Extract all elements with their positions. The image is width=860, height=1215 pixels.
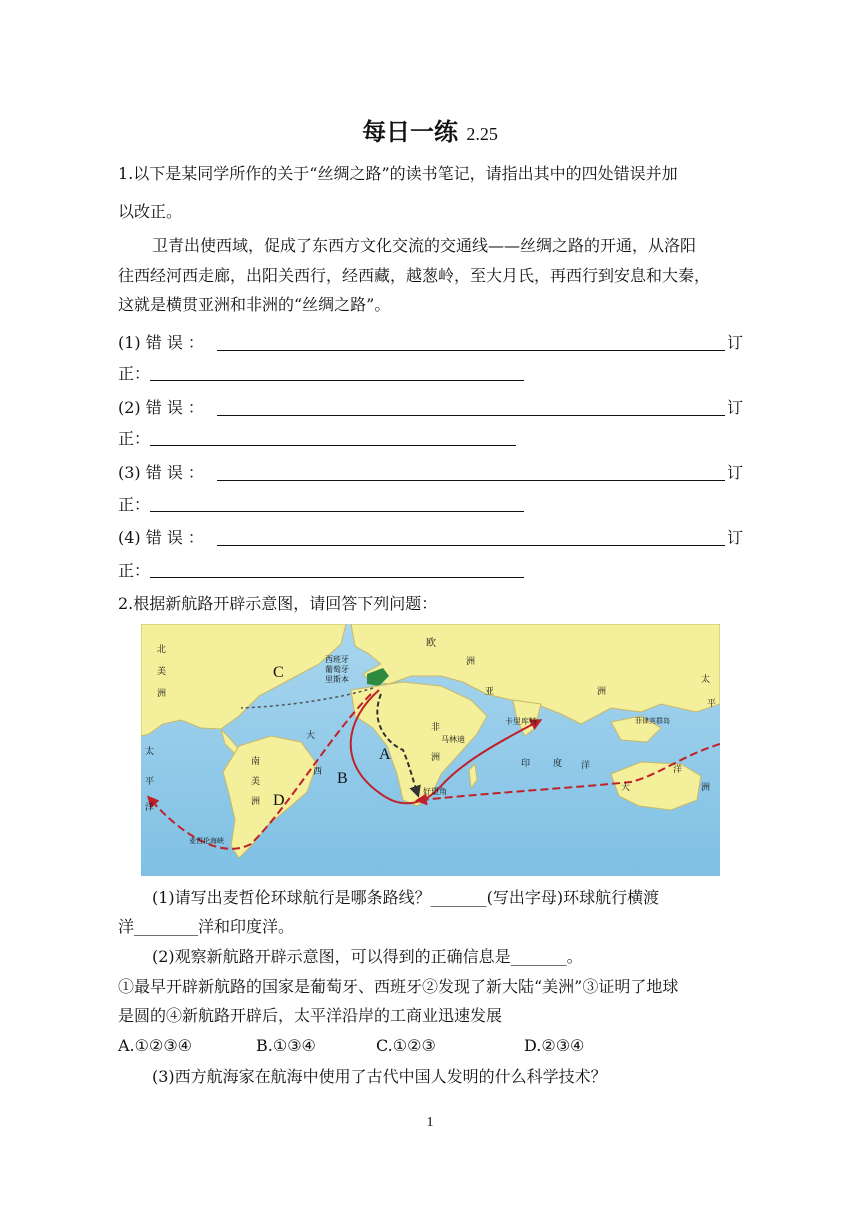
- label-north-america-1: 北: [157, 645, 167, 655]
- label-pacific-1: 太: [145, 747, 155, 757]
- q1-item1-fix-b: 正：: [118, 364, 151, 383]
- q2-sub1-line2: 洋________洋和印度洋。: [118, 917, 295, 936]
- page-title: [0, 112, 860, 147]
- label-indian-3: 洋: [581, 761, 591, 771]
- label-south-america-1: 南: [251, 757, 261, 767]
- q1-item3-error-blank[interactable]: [217, 480, 725, 481]
- label-north-america-3: 洲: [157, 689, 167, 699]
- q1-item2-fix-b: 正：: [118, 429, 151, 448]
- new-sea-routes-map: [141, 624, 720, 876]
- q1-note-line3: 这就是横贯亚洲和非洲的“丝绸之路”。: [118, 295, 391, 314]
- label-africa-2: 洲: [431, 753, 441, 763]
- label-pacific-3: 洋: [145, 803, 155, 813]
- label-indian-2: 度: [553, 759, 563, 769]
- label-pacific-east-1: 太: [701, 675, 711, 685]
- label-portugal: 葡萄牙: [325, 665, 349, 674]
- label-route-a: A: [379, 746, 391, 763]
- q1-note-line1: 卫青出使西域，促成了东西方文化交流的交通线——丝绸之路的开通，从洛阳: [152, 236, 697, 255]
- choice-a[interactable]: A.①②③④: [118, 1036, 193, 1055]
- label-malindi: 马林迪: [441, 735, 465, 744]
- label-cape: 好望角: [423, 787, 447, 796]
- q2-sub3: (3)西方航海家在航海中使用了古代中国人发明的什么科学技术？: [152, 1067, 607, 1086]
- choice-b[interactable]: B.①③④: [256, 1036, 316, 1055]
- q1-item3-label: (3) 错 误 ：: [118, 463, 204, 482]
- label-oceania-3: 洲: [701, 783, 711, 793]
- q1-stem-line2: 以改正。: [118, 202, 183, 221]
- label-oceania-2: 洋: [673, 765, 683, 775]
- q2-sub2-stem: (2)观察新航路开辟示意图，可以得到的正确信息是_______。: [152, 947, 583, 966]
- label-south-america-2: 美: [251, 777, 261, 787]
- label-europe-1: 欧: [426, 638, 436, 649]
- label-atlantic-1: 大: [306, 731, 316, 741]
- q1-item3-fix-b: 正：: [118, 495, 151, 514]
- label-spain: 西班牙: [325, 655, 349, 664]
- q1-item3-fix-a: 订: [727, 463, 744, 482]
- label-asia-1: 亚: [485, 687, 495, 697]
- q1-item4-error-blank[interactable]: [217, 545, 725, 546]
- label-philippines: 菲律宾群岛: [635, 717, 670, 725]
- q1-item4-fix-blank[interactable]: [150, 577, 524, 578]
- label-pacific-2: 平: [145, 777, 155, 787]
- label-oceania-1: 大: [621, 783, 631, 793]
- q2-sub2-opts-line1: ①最早开辟新航路的国家是葡萄牙、西班牙②发现了新大陆“美洲”③证明了地球: [118, 977, 679, 996]
- label-indian-1: 印: [521, 759, 531, 769]
- q1-item3-fix-blank[interactable]: [150, 511, 524, 512]
- q1-item1-error-blank[interactable]: [217, 350, 725, 351]
- q1-note-line2: 往西经河西走廊，出阳关西行，经西藏，越葱岭，至大月氏，再西行到安息和大秦，: [118, 266, 711, 285]
- label-magellan-strait: 麦哲伦海峡: [189, 837, 224, 845]
- q1-item1-fix-a: 订: [727, 333, 744, 352]
- q2-sub2-opts-line2: 是圆的④新航路开辟后，太平洋沿岸的工商业迅速发展: [118, 1006, 503, 1025]
- q1-item2-fix-a: 订: [727, 398, 744, 417]
- q1-item4-label: (4) 错 误 ：: [118, 528, 204, 547]
- q2-sub1-line1: (1)请写出麦哲伦环球航行是哪条路线？_______(写出字母)环球航行横渡: [152, 888, 660, 907]
- label-africa-1: 非: [431, 723, 441, 733]
- q1-stem-line1: 1.以下是某同学所作的关于“丝绸之路”的读书笔记，请指出其中的四处错误并加: [118, 164, 678, 183]
- q1-item4-fix-b: 正：: [118, 561, 151, 580]
- label-south-america-3: 洲: [251, 797, 261, 807]
- q1-item1-fix-blank[interactable]: [150, 380, 524, 381]
- q1-item4-fix-a: 订: [727, 528, 744, 547]
- label-pacific-east-2: 平: [707, 699, 717, 709]
- label-route-d: D: [273, 792, 285, 809]
- q1-item2-label: (2) 错 误 ：: [118, 398, 204, 417]
- choice-c[interactable]: C.①②③: [376, 1036, 436, 1055]
- label-atlantic-2: 西: [313, 767, 323, 777]
- label-asia-2: 洲: [597, 687, 607, 697]
- label-north-america-2: 美: [157, 667, 167, 677]
- q1-item2-error-blank[interactable]: [217, 415, 725, 416]
- label-europe-2: 洲: [466, 657, 476, 667]
- label-route-c: C: [273, 664, 284, 681]
- q1-item2-fix-blank[interactable]: [150, 445, 516, 446]
- label-route-b: B: [337, 770, 348, 787]
- choice-d[interactable]: D.②③④: [524, 1036, 585, 1055]
- page-number: 1: [426, 1115, 434, 1130]
- label-lisbon: 里斯本: [325, 675, 349, 684]
- q1-item1-label: (1) 错 误 ：: [118, 333, 204, 352]
- title-text: 每日一练: [362, 118, 459, 146]
- label-calicut: 卡里库特: [505, 717, 537, 726]
- q2-stem: 2.根据新航路开辟示意图，请回答下列问题：: [118, 594, 438, 613]
- title-date: 2.25: [466, 124, 498, 144]
